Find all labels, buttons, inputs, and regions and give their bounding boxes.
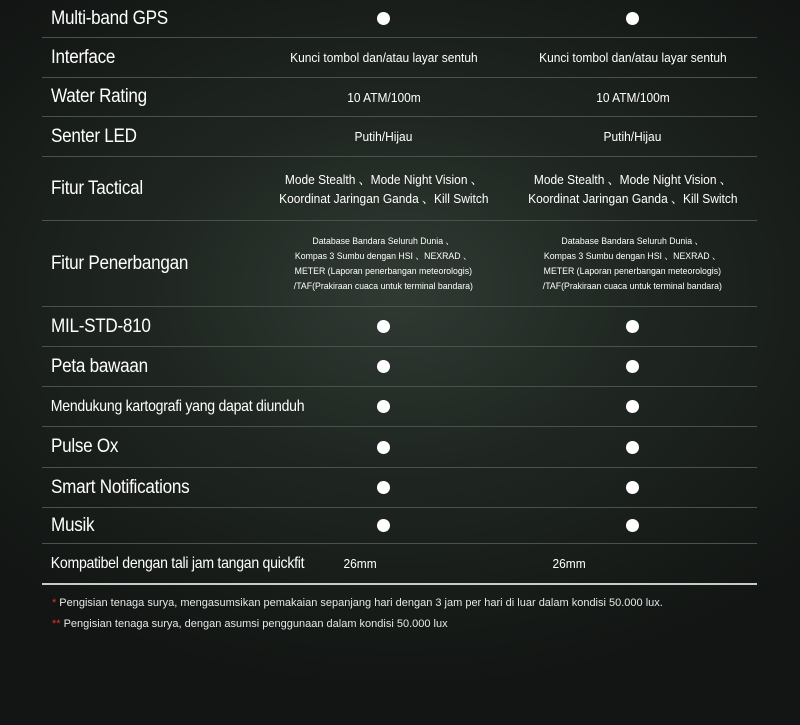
value-col2 [508,48,757,67]
cell-line: Database Bandara Seluruh Dunia 、 [561,235,704,247]
value-col2 [508,441,757,454]
spec-table [42,0,757,585]
check-dot-icon [626,481,639,494]
row-label: Peta bawaan [51,355,148,377]
cell-text: 26mm [552,556,587,571]
cell-line: Kompas 3 Sumbu dengan HSI 、NEXRAD 、 [295,250,472,262]
row-kartografi [42,387,757,427]
value-col2 [508,88,757,107]
row-quickfit [42,544,757,585]
row-senter-led [42,117,757,157]
check-dot-icon [626,400,639,413]
row-label: Pulse Ox [51,436,119,457]
cell-text: Kunci tombol dan/atau layar sentuh [289,50,478,65]
check-dot-icon [626,441,639,454]
value-col2 [508,320,757,333]
value-col2 [508,481,757,494]
row-label: Musik [51,514,95,536]
footnote-text: Pengisian tenaga surya, dengan asumsi penggunaan dalam kondisi 50.000 lux [63,618,448,630]
cell-text: 26mm [343,556,377,571]
cell-text: 10 ATM/100m [346,89,421,105]
value-col1 [259,360,508,373]
row-label: Fitur Penerbangan [51,252,189,274]
value-col1 [259,481,508,494]
row-water-rating [42,78,757,117]
value-col1 [259,441,508,454]
row-label: Senter LED [51,125,137,147]
cell-line: Mode Stealth 、Mode Night Vision 、 [284,171,483,187]
value-col1 [259,170,508,208]
value-col2 [508,519,757,532]
check-dot-icon [377,481,390,494]
footnote-text: Pengisian tenaga surya, mengasumsikan pemakaian sepanjang hari dengan 3 jam per hari di luar dalam kondisi 50.000 lux. [59,597,663,609]
cell-line: Koordinat Jaringan Ganda 、Kill Switch [278,190,489,206]
row-label: Kompatibel dengan tali jam tangan quickfit [50,554,305,572]
check-dot-icon [377,360,390,373]
value-col1 [342,554,382,573]
cell-text: Kunci tombol dan/atau layar sentuh [538,50,727,65]
value-col2 [382,554,757,573]
cell-line: METER (Laporan penerbangan meteorologis) [294,265,473,277]
footnote [52,597,663,609]
cell-line: /TAF(Prakiraan cuaca untuk terminal bandara) [293,280,474,292]
cell-line: Database Bandara Seluruh Dunia 、 [312,235,455,247]
footnotes [52,597,663,639]
check-dot-icon [377,12,390,25]
value-col1 [259,234,508,294]
row-peta-bawaan [42,347,757,387]
check-dot-icon [626,12,639,25]
value-col2 [508,127,757,146]
row-label: Multi-band GPS [51,7,168,29]
row-label: Mendukung kartografi yang dapat diunduh [50,397,305,415]
check-dot-icon [377,441,390,454]
check-dot-icon [377,400,390,413]
footnote-star: ** [52,618,61,630]
cell-text: 10 ATM/100m [595,89,670,105]
cell-line: Mode Stealth 、Mode Night Vision 、 [533,171,732,187]
row-label: Interface [51,46,116,68]
value-col2 [508,360,757,373]
row-label: Fitur Tactical [51,177,143,199]
value-col2 [508,234,757,294]
row-label: Water Rating [51,86,147,107]
value-col1 [259,88,508,107]
cell-line: METER (Laporan penerbangan meteorologis) [543,265,722,277]
row-musik [42,508,757,544]
check-dot-icon [377,519,390,532]
row-fitur-penerbangan [42,221,757,307]
value-col1 [259,320,508,333]
cell-text: Putih/Hijau [603,129,662,144]
value-col2 [508,12,757,25]
row-fitur-tactical [42,157,757,221]
row-label: MIL-STD-810 [51,315,151,337]
row-mil-std [42,307,757,347]
cell-line: /TAF(Prakiraan cuaca untuk terminal bandara) [542,280,723,292]
row-pulse-ox [42,427,757,468]
cell-line: Kompas 3 Sumbu dengan HSI 、NEXRAD 、 [544,250,721,262]
row-multiband-gps [42,0,757,38]
check-dot-icon [377,320,390,333]
value-col2 [508,400,757,413]
footnote [52,618,663,630]
value-col2 [508,170,757,208]
footnote-star: * [52,597,57,609]
row-interface [42,38,757,78]
value-col1 [259,48,508,67]
value-col1 [259,12,508,25]
row-label: Smart Notifications [51,476,190,498]
value-col1 [259,519,508,532]
cell-line: Koordinat Jaringan Ganda 、Kill Switch [527,190,738,206]
cell-text: Putih/Hijau [354,129,413,144]
value-col1 [259,127,508,146]
check-dot-icon [626,360,639,373]
row-smart-notifications [42,468,757,508]
check-dot-icon [626,320,639,333]
check-dot-icon [626,519,639,532]
